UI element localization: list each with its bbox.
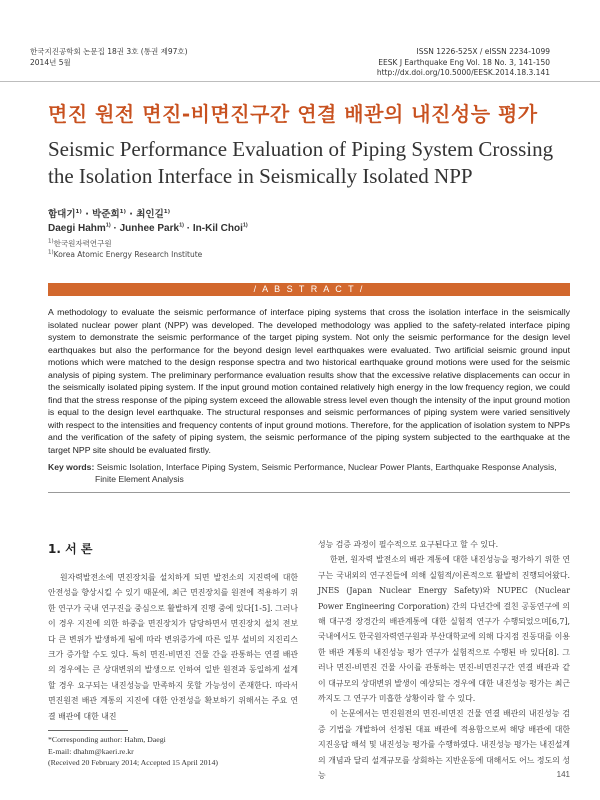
- section-heading-introduction: 1. 서 론: [48, 542, 93, 556]
- journal-volume: 한국지진공학회 논문집 18권 3호 (통권 제97호): [30, 47, 188, 56]
- affiliation: $^{1)}$한국원자력연구원 $^{1)}$Korea Atomic Energy Research Institute: [48, 238, 203, 259]
- issn: ISSN 1226-525X / eISSN 2234-1099: [416, 47, 550, 56]
- journal-info-right: [377, 47, 550, 79]
- body-paragraph: 한편, 원자력 발전소의 배관 계통에 대한 내진성능을 평가하기 위한 연구는 국내외의 연구진들에 의해 실험적/이론적으로 활발히 진행되어왔다. JNES (Japan Nuclear Energy Safety)와 NUPEC (Nuclear Power Engineering Corporation) 간의 다년간에 걸친 공동연구에 의해 대구경 장경간의 배관계통에 대한 실험적 연구가 수행되었으며[6,7], 국내에서도 한국원자력연구원과 부산대학교에 의해 다지점 진동대를 이용한 배관 계통의 내진성능 평가 연구가 실험적으로 수행된 바 있다[8]. 그러나 면진-비면진 건물 사이를 관통하는 면진-비면진구간 연결 배관과 같이 대규모의 상대변위 발생이 예상되는 경우에 대한 내진성능 평가는 최근까지도 그 연구가 미흡한 상황이라 할 수 있다.: [318, 555, 570, 704]
- keywords: [48, 461, 570, 485]
- author-email[interactable]: E-mail: dhahm@kaeri.re.kr: [48, 746, 134, 756]
- footnote-divider: [48, 730, 128, 731]
- abstract-banner: / A B S T R A C T /: [48, 283, 570, 296]
- body-left-column: 원자력발전소에 면진장치를 설치하게 되면 발전소의 지진력에 대한 안전성을 향상시킬 수 있기 때문에, 최근 면진장치를 원전에 적용하기 위한 연구가 국내 연구진을 중심으로 활발하게 진행 중에 있다[1-5]. 그러나 이 경우 지진에 의한 하중을 면진장치가 담당하면서 면진장치 설치 전보다 큰 변위가 발생하게 됨에 따라 변위증가에 따른 일부 설비의 지진리스크가 증가할 수도 있다. 특히 면진-비면진 건물 간을 관통하는 연결 배관의 경우에는 큰 상대변위의 발생으로 인하여 일반 원전과 동일하게 설계할 경우 요구되는 내진성능을 만족하지 못할 가능성이 존재한다. 따라서 면진원전 배관 계통의 지진에 대한 안전성을 확보하기 위해서는 주요 연결 배관에 대한 내진: [48, 573, 298, 721]
- body-paragraph: 이 논문에서는 면진원전의 면진-비면진 건물 연결 배관의 내진성능 검증 기법을 개발하여 선정된 대표 배관에 적용함으로써 해당 배관에 대한 지진응답 해석 및 내진성능 평가를 수행하였다. 내진성능 평가는 내진설계의 개념과 달리 설계규모를 상회하는 지반운동에 대해서도 어느 정도의 성능: [318, 709, 570, 781]
- journal-info-left: [30, 47, 188, 68]
- abstract-text: A methodology to evaluate the seismic performance of interface piping systems that cross the isolation interface in the seismically isolated nuclear power plant (NPP) was developed. The developed methodology was applied to the safety-related interface piping system to demonstrate the seismic performance of the target piping system. Not only the seismic performance for the design level earthquakes but also the performance for the beyond design level earthquakes were evaluated. Two artificial seismic ground input motions which were matched to the design response spectra and two historical earthquake ground motions were used for the seismic analysis of piping system. The preliminary performance evaluation results show that the excessive relative displacements can occur in the seismically isolated piping system. If the input ground motion contained relatively high energy in the low frequency region, we could find that the stress response of the piping system exceed the allowable stress level even though the intensity of the input ground motion is equal to the design level earthquake. The structural responses and seismic performances of piping system were varied sensitively with respect to the intensities and frequency contents of input ground motions. Therefore, for the application of isolation system to NPPs and the verification of the safety of piping system, the seismic performance of the piping system subjected to the earthquake at the target NPP site should be evaluated firstly.: [48, 307, 570, 455]
- page-number: 141: [556, 770, 570, 779]
- author-ko-3: 최인길: [136, 209, 164, 220]
- journal-date: 2014년 5월: [30, 57, 71, 67]
- body-right-column: [318, 537, 570, 784]
- doi-link[interactable]: http://dx.doi.org/10.5000/EESK.2014.18.3.141: [376, 68, 550, 77]
- author-en-2: Junhee Park: [119, 223, 180, 234]
- title-english: Seismic Performance Evaluation of Piping System Crossing the Isolation Interface in Seismically Isolated NPP: [48, 137, 554, 188]
- header-divider: [0, 81, 600, 82]
- journal-citation: EESK J Earthquake Eng Vol. 18 No. 3, 141-150: [378, 57, 550, 67]
- keywords-divider: [48, 492, 570, 493]
- author-ko-2: 박준희: [92, 209, 120, 220]
- author-en-3: In-Kil Choi: [192, 223, 243, 234]
- keywords-label: Key words:: [48, 462, 95, 472]
- body-paragraph: 성능 검증 과정이 필수적으로 요구된다고 할 수 있다.: [318, 540, 499, 549]
- authors-korean: 함대기$^{1)}$ · 박준희$^{1)}$ · 최인길$^{1)}$: [48, 208, 171, 220]
- affiliation-korean: 한국원자력연구원: [53, 239, 112, 248]
- received-dates: (Received 20 February 2014; Accepted 15 April 2014): [48, 758, 218, 767]
- affiliation-english: Korea Atomic Energy Research Institute: [53, 250, 203, 259]
- footnote: [48, 734, 218, 769]
- title-korean: 면진 원전 면진-비면진구간 연결 배관의 내진성능 평가: [48, 102, 538, 126]
- keywords-line-2: Finite Element Analysis: [95, 474, 184, 484]
- author-ko-1: 함대기: [48, 209, 76, 220]
- author-en-1: Daegi Hahm: [48, 223, 106, 234]
- corresponding-author: *Corresponding author: Hahm, Daegi: [48, 735, 166, 744]
- keywords-line-1: Seismic Isolation, Interface Piping System, Seismic Performance, Nuclear Power Plants, Earthquake Response Analysis,: [96, 462, 557, 472]
- authors-english: Daegi Hahm$^{1)}$ · Junhee Park$^{1)}$ · In-Kil Choi$^{1)}$: [48, 222, 248, 234]
